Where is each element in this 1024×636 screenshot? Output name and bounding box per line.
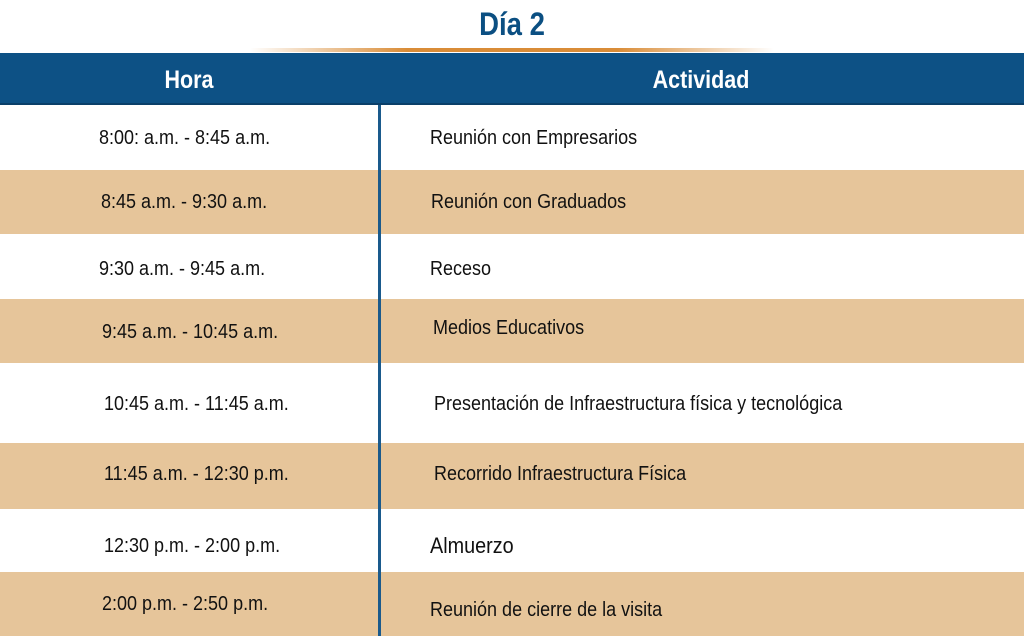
cell-actividad: Medios Educativos (433, 317, 585, 339)
table-row (0, 170, 1024, 234)
cell-hora: 8:00: a.m. - 8:45 a.m. (99, 127, 271, 149)
table-row (0, 443, 1024, 509)
column-divider (378, 105, 381, 636)
table-row (0, 234, 1024, 299)
header-actividad: Actividad (652, 66, 750, 94)
cell-hora: 10:45 a.m. - 11:45 a.m. (104, 393, 289, 415)
page-title: Día 2 (479, 6, 545, 42)
cell-hora: 9:45 a.m. - 10:45 a.m. (102, 321, 279, 343)
table-row (0, 363, 1024, 443)
table-row (0, 509, 1024, 572)
table-row (0, 105, 1024, 170)
cell-hora: 8:45 a.m. - 9:30 a.m. (101, 191, 268, 213)
cell-actividad: Reunión con Empresarios (430, 127, 638, 149)
cell-hora: 2:00 p.m. - 2:50 p.m. (102, 593, 269, 615)
table-header (0, 53, 1024, 105)
header-hora: Hora (164, 66, 214, 94)
table-row (0, 572, 1024, 636)
cell-hora: 12:30 p.m. - 2:00 p.m. (104, 535, 281, 557)
cell-hora: 9:30 a.m. - 9:45 a.m. (99, 258, 266, 280)
cell-actividad: Reunión de cierre de la visita (430, 599, 663, 621)
cell-actividad: Recorrido Infraestructura Física (434, 463, 687, 485)
cell-actividad: Presentación de Infraestructura física y tecnológica (434, 393, 843, 415)
cell-actividad: Reunión con Graduados (431, 191, 627, 213)
cell-actividad: Receso (430, 258, 492, 280)
title-underline (250, 48, 774, 52)
table-row (0, 299, 1024, 363)
cell-hora: 11:45 a.m. - 12:30 p.m. (104, 463, 289, 485)
cell-actividad: Almuerzo (430, 533, 514, 558)
